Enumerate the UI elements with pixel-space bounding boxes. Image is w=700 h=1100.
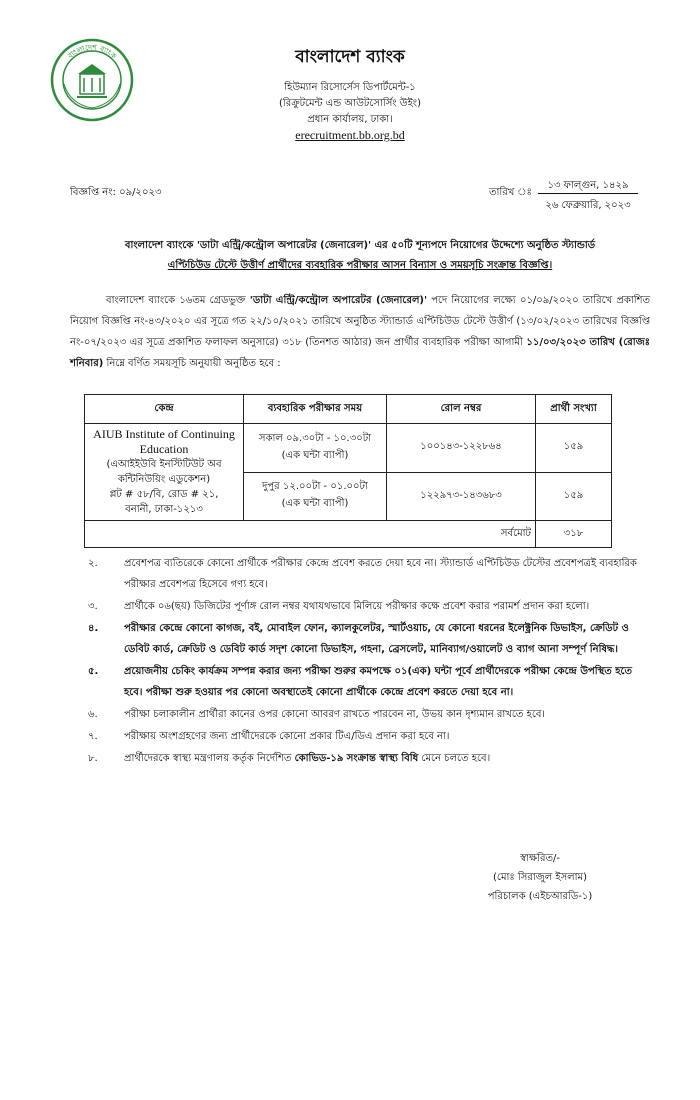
- bank-name: বাংলাদেশ ব্যাংক: [295, 47, 405, 67]
- notice-number: বিজ্ঞপ্তি নং: ০৯/২০২৩: [70, 187, 162, 198]
- total-value: ৩১৮: [536, 521, 612, 548]
- department-name: হিউম্যান রিসোর্সেস ডিপার্টমেন্ট-১: [284, 82, 416, 93]
- item-text: পরীক্ষা চলাকালীন প্রার্থীরা কানের ওপর কোনো আবরণ রাখতে পারবেন না, উভয় কান দৃশ্যমান রাখতে হবে।: [124, 709, 545, 720]
- item-text: প্রার্থীকে ০৬(ছয়) ডিজিটের পূর্ণাঙ্গ রোল নম্বর যথাযথভাবে মিলিয়ে পরীক্ষার কক্ষে প্রবেশ করার পরামর্শ প্রদান করা হলো।: [124, 601, 590, 612]
- column-header: প্রার্থী সংখ্যা: [536, 395, 612, 424]
- list-item: [88, 748, 648, 769]
- subject-line-2: এপ্টিচিউড টেস্টে উত্তীর্ণ প্রার্থীদের ব্যবহারিক পরীক্ষার আসন বিন্যাস ও সময়সূচি সংক্রান্ত বিজ্ঞপ্তি।: [167, 260, 553, 271]
- item-number: ৭.: [88, 731, 98, 742]
- body-text-3: নিম্নে বর্ণিত সময়সূচি অনুযায়ী অনুষ্ঠিত হবে :: [106, 358, 281, 369]
- exam-duration: (এক ঘন্টা ব্যাপী): [281, 449, 349, 461]
- item-number: ৩.: [88, 601, 98, 612]
- signatory-designation: পরিচালক (এইচআরডি-১): [487, 891, 593, 902]
- item-text: প্রয়োজনীয় চেকিং কার্যক্রম সম্পন্ন করার জন্য পরীক্ষা শুরুর কমপক্ষে ০১(এক) ঘন্টা পূর্বে প্রার্থীদেরকে পরীক্ষা কেন্দ্রে উপস্থিত হতে হবে। পরীক্ষা শুরু হওয়ার পর কোনো অবস্থাতেই কোনো প্রার্থীকে কেন্দ্রে প্রবেশ করতে দেয়া হবে না।: [124, 666, 633, 698]
- signature-mark: স্বাক্ষরিত/-: [520, 853, 560, 864]
- item-number: ৮.: [88, 753, 98, 764]
- item-number: ৫.: [88, 666, 99, 677]
- item-text: পরীক্ষায় অংশগ্রহণের জন্য প্রার্থীদেরকে কোনো প্রকার টিএ/ডিএ প্রদান করা হবে না।: [124, 731, 450, 742]
- candidate-count-cell: ১৫৯: [536, 472, 612, 521]
- center-address-line-2: বনানী, ঢাকা-১২১৩: [125, 504, 203, 515]
- exam-schedule-table: [84, 394, 612, 548]
- exam-center-cell: [85, 424, 244, 521]
- column-header: কেন্দ্র: [85, 395, 244, 424]
- list-item: [88, 704, 648, 725]
- list-item: [88, 596, 648, 617]
- roll-range-cell: ১০০১৪৩-১২২৮৬৪: [387, 424, 536, 473]
- center-name-english: AIUB Institute of Continuing Education: [93, 427, 235, 456]
- recruitment-url-link[interactable]: erecruitment.bb.org.bd: [295, 128, 405, 142]
- item-text-bold: কোভিড-১৯ সংক্রান্ত স্বাস্থ্য বিধি: [294, 753, 419, 764]
- exam-duration: (এক ঘন্টা ব্যাপী): [281, 498, 349, 510]
- item-number: ৪.: [88, 623, 99, 634]
- table-total-row: [85, 521, 612, 548]
- roll-range-cell: ১২২৯৭৩-১৪৩৬৮৩: [387, 472, 536, 521]
- body-text-1: বাংলাদেশ ব্যাংকে ১৬তম গ্রেডভুক্ত: [106, 295, 246, 306]
- list-item: [88, 553, 648, 595]
- center-name-bangla: (এআইইউবি ইনস্টিটিউট অব কন্টিনিউয়িং এডুকেশন): [106, 459, 222, 485]
- column-header: ব্যবহারিক পরীক্ষার সময়: [244, 395, 387, 424]
- table-row: [85, 424, 612, 473]
- exam-time-cell: [244, 424, 387, 473]
- office-name: প্রধান কার্যালয়, ঢাকা।: [307, 114, 393, 125]
- list-item: [88, 618, 648, 660]
- item-text-post: মেনে চলতে হবে।: [418, 753, 491, 764]
- notice-body: [70, 290, 650, 374]
- date-divider: [538, 193, 638, 194]
- date-english: ২৬ ফেব্রুয়ারি, ২০২৩: [545, 200, 631, 211]
- wing-name: (রিক্রুটমেন্ট এন্ড আউটসোর্সিং উইং): [278, 98, 422, 109]
- item-text-pre: প্রার্থীদেরকে স্বাস্থ্য মন্ত্রণালয় কর্তৃক নির্দেশিত: [124, 753, 295, 764]
- subject-line-1: বাংলাদেশ ব্যাংকে 'ডাটা এন্ট্রি/কন্ট্রোল অপারেটর (জেনারেল)' এর ৫০টি শূন্যপদে নিয়োগের উদ্দেশ্যে অনুষ্ঠিত স্ট্যান্ডার্ড: [124, 240, 596, 251]
- exam-date: ১১/০৩/২০২৩ তারিখ (রোজঃ শনিবার): [70, 337, 650, 369]
- list-item: [88, 661, 648, 703]
- date-label: তারিখ ঃ: [489, 187, 532, 198]
- column-header: রোল নম্বর: [387, 395, 536, 424]
- table-header-row: [85, 395, 612, 424]
- total-label: সর্বমোট: [85, 521, 536, 548]
- exam-time: সকাল ০৯.৩০টা - ১০.৩০টা: [258, 432, 372, 444]
- list-item: [88, 726, 648, 747]
- exam-time-cell: [244, 472, 387, 521]
- svg-text:বাংলাদেশ ব্যাংক: বাংলাদেশ ব্যাংক: [65, 42, 119, 61]
- notice-subject: [80, 236, 640, 276]
- exam-time: দুপুর ১২.০০টা - ০১.০০টা: [262, 481, 368, 493]
- center-address-line-1: প্লট # ৫৮/বি, রোড # ২১,: [109, 489, 219, 500]
- item-number: ২.: [88, 558, 98, 569]
- post-name: 'ডাটা এন্ট্রি/কন্ট্রোল অপারেটর (জেনারেল)': [249, 295, 428, 306]
- body-text-2: পদে নিয়োগের লক্ষ্যে ০১/০৯/২০২০ তারিখে প্রকাশিত নিয়োগ বিজ্ঞপ্তি নং-৪৩/২০২০ এর সূত্রে গত ২২/১০/২০২১ তারিখে অনুষ্ঠিত স্ট্যান্ডার্ড এপ্টিচিউড টেস্টে উত্তীর্ণ (১৩/০২/২০২৩ তারিখের বিজ্ঞপ্তি নং-০৭/২০২৩ এর সূত্রে প্রকাশিত ফলাফল অনুসারে) ৩১৮ (তিনশত আঠার) জন প্রার্থীর ব্যবহারিক পরীক্ষা আগামী: [70, 295, 650, 348]
- item-number: ৬.: [88, 709, 98, 720]
- instructions-list: [88, 553, 648, 770]
- item-text: পরীক্ষার কেন্দ্রে কোনো কাগজ, বই, মোবাইল ফোন, ক্যালকুলেটর, স্মার্টওয়াচ, যে কোনো ধরনের ইলেক্ট্রনিক ডিভাইস, ক্রেডিট ও ডেবিট কার্ড, ক্রেডিট ও ডেবিট কার্ড সদৃশ কোনো ডিভাইস, গহনা, ব্রেসলেট, মানিব্যাগ/ওয়ালেট ও ব্যাগ আনা সম্পূর্ণ নিষিদ্ধ।: [124, 623, 629, 655]
- candidate-count-cell: ১৫৯: [536, 424, 612, 473]
- item-text: প্রবেশপত্র ব্যতিরেকে কোনো প্রার্থীকে পরীক্ষার কেন্দ্রে প্রবেশ করতে দেয়া হবে না। স্ট্যান্ডার্ড এপ্টিচিউড টেস্টের প্রবেশপত্রই ব্যবহারিক পরীক্ষার প্রবেশপত্র হিসেবে গণ্য হবে।: [124, 558, 637, 590]
- signatory-name: (মোঃ সিরাজুল ইসলাম): [493, 872, 587, 883]
- date-bangla: ১৩ ফাল্গুন, ১৪২৯: [547, 180, 629, 191]
